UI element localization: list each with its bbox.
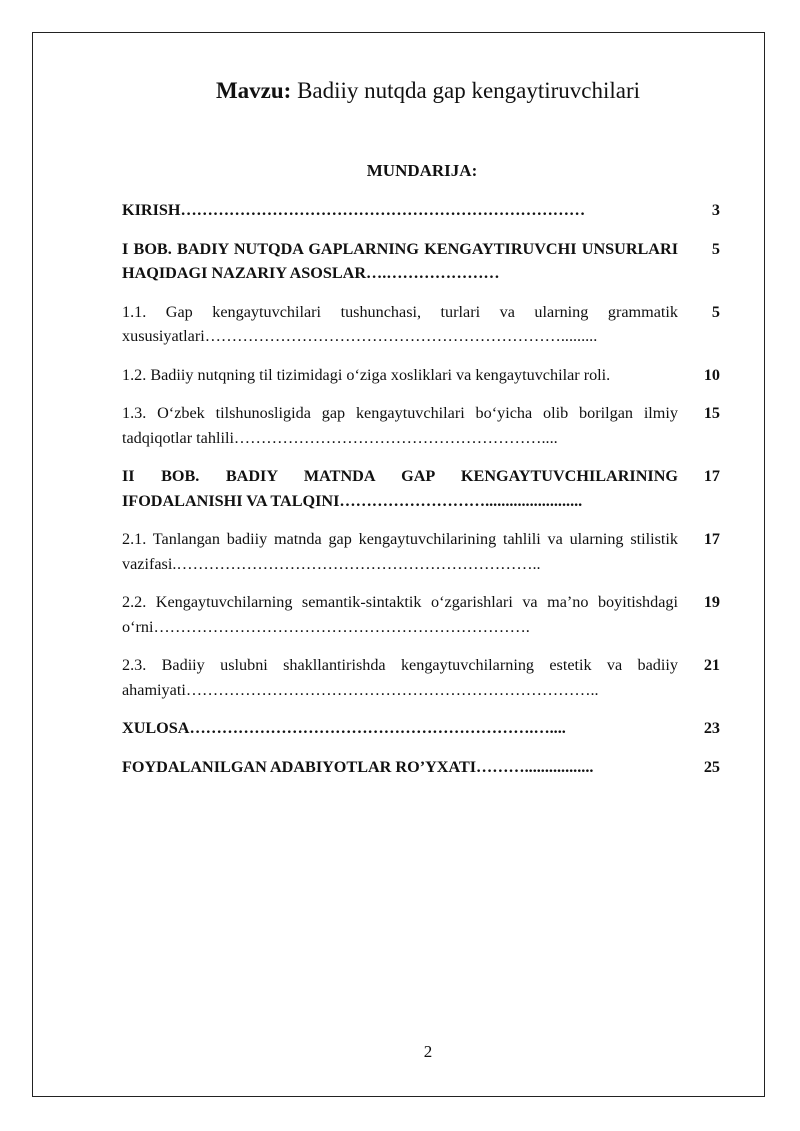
toc-entry-page: 10 — [703, 365, 720, 384]
toc-entry-text: 1.2. Badiiy nutqning til tizimidagi o‘ziga xosliklari va kengaytuvchilar roli. — [122, 365, 611, 384]
toc-entry-xulosa[interactable] — [122, 716, 720, 741]
toc-entry-page: 17 — [703, 530, 720, 548]
toc-entry-chapter-1[interactable] — [122, 237, 720, 286]
toc-heading: MUNDARIJA: — [366, 161, 478, 180]
toc-entry-text: FOYDALANILGAN ADABIYOTLAR RO’YXATI………................. — [122, 757, 594, 776]
toc-entry-section-1-1[interactable] — [122, 300, 720, 349]
toc-entry-page: 19 — [703, 593, 720, 611]
toc-entry-page: 3 — [711, 201, 720, 219]
toc-entry-page: 5 — [711, 239, 720, 258]
toc-entry-chapter-2[interactable] — [122, 464, 720, 513]
toc-entry-text: 1.1. Gap kengaytuvchilari tushunchasi, turlari va ularning grammatik xususiyatlari…………………………………………………………......... — [122, 302, 678, 345]
document-title — [0, 76, 800, 106]
table-of-contents — [122, 198, 720, 793]
toc-entry-text: 2.3. Badiiy uslubni shakllantirishda kengaytuvchilarning estetik va badiiy ahamiyati………………………………………………………………….. — [122, 656, 678, 699]
toc-entry-page: 15 — [703, 404, 720, 422]
title-label: Mavzu: — [215, 78, 292, 103]
toc-entry-section-2-2[interactable] — [122, 590, 720, 639]
toc-entry-text: II BOB. BADIY MATNDA GAP KENGAYTUVCHILARINING IFODALANISHI VA TALQINI………………………........................ — [122, 467, 678, 510]
page-number: 2 — [423, 1042, 433, 1061]
toc-entry-text: 2.2. Kengaytuvchilarning semantik-sintaktik o‘zgarishlari va ma’no boyitishdagi o‘rni……………………………………………………………. — [122, 593, 678, 636]
toc-entry-text: 1.3. O‘zbek tilshunosligida gap kengaytuvchilari bo‘yicha olib borilgan ilmiy tadqiqotlar tahlili………………………………………………….... — [122, 404, 678, 447]
toc-entry-page: 17 — [703, 467, 720, 485]
toc-entry-section-2-1[interactable] — [122, 527, 720, 576]
toc-entry-text: 2.1. Tanlangan badiiy matnda gap kengaytuvchilarining tahlili va ularning stilistik vazifasi.………………………………………………………….. — [122, 530, 678, 573]
toc-entry-section-1-2[interactable] — [122, 363, 720, 388]
title-text: Badiiy nutqda gap kengaytiruvchilari — [297, 78, 641, 103]
toc-entry-references[interactable] — [122, 755, 720, 780]
toc-entry-kirish[interactable] — [122, 198, 720, 223]
toc-entry-text: XULOSA……………………………………………………….….... — [122, 719, 566, 737]
toc-entry-text: I BOB. BADIY NUTQDA GAPLARNING KENGAYTIRUVCHI UNSURLARI HAQIDAGI NAZARIY ASOSLAR….………………… — [122, 239, 678, 282]
toc-entry-page: 21 — [703, 656, 720, 674]
toc-entry-page: 23 — [703, 719, 720, 737]
toc-entry-section-2-3[interactable] — [122, 653, 720, 702]
toc-entry-text: KIRISH………………………………………………………………… — [122, 201, 586, 219]
toc-entry-page: 5 — [711, 302, 720, 321]
toc-entry-section-1-3[interactable] — [122, 401, 720, 450]
toc-entry-page: 25 — [703, 757, 720, 776]
